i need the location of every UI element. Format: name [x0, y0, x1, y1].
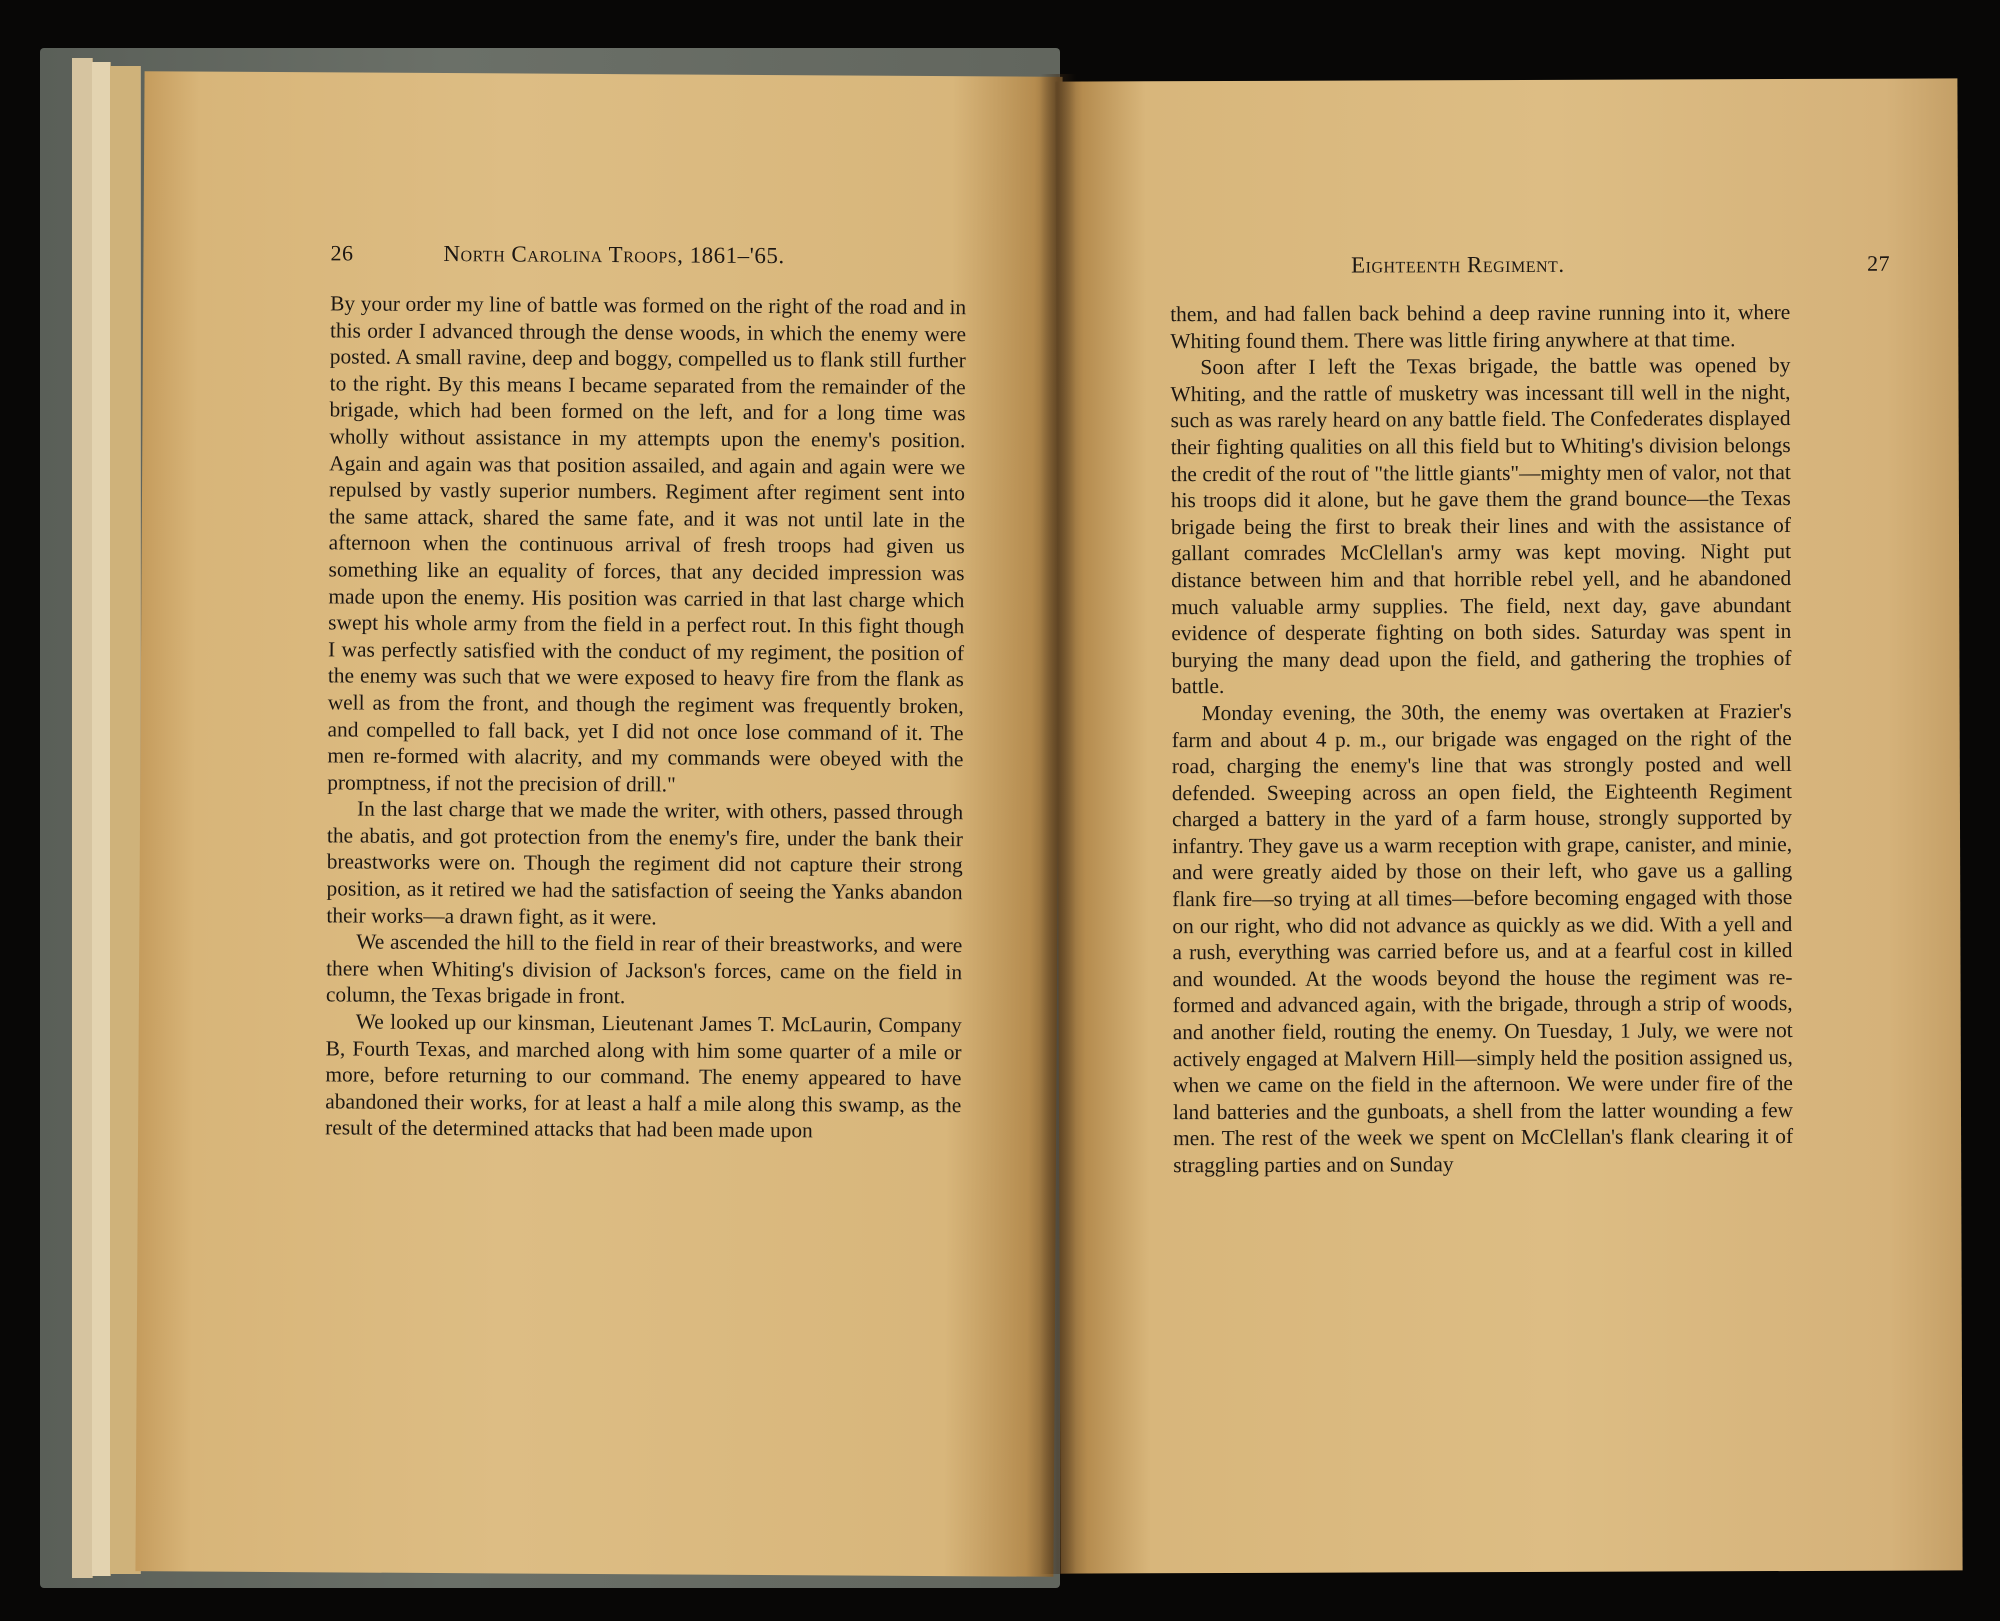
page-edges	[72, 58, 93, 1578]
left-page	[135, 71, 1062, 1577]
paragraph: Soon after I left the Texas brigade, the battle was opened by Whiting, and the rattle of musketry was incessant till well in the night, such as was rarely heard on any battle field. The Confederates displayed their fighting qualities on all this field but to Whiting's division belongs the credit of the rout of "the little giants"—mighty men of valor, not that his troops did it alone, but he gave them the grand bounce—the Texas brigade being the first to break their lines and with the assistance of gallant comrades McClellan's army was kept moving. Night put distance between him and that horrible rebel yell, and he abandoned much valuable army supplies. The field, next day, gave abundant evidence of desperate fighting on both sides. Saturday was spent in burying the many dead upon the field, and gathering the trophies of battle.	[1170, 353, 1792, 699]
paragraph: them, and had fallen back behind a deep ravine running into it, where Whiting found them. There was little firing anywhere at that time.	[1170, 300, 1791, 353]
paragraph: Monday evening, the 30th, the enemy was overtaken at Frazier's farm and about 4 p. m., our brigade was engaged on the right of the road, charging the enemy's line that was strongly posted and well defended. Sweeping across an open field, the Eighteenth Regiment charged a battery in the yard of a farm house, strongly supported by infantry. They gave us a warm reception with grape, canister, and minie, and were greatly aided by those on their left, who gave us a galling flank fire—so trying at all times—before becoming engaged with those on our right, who did not advance as quickly as we did. With a yell and a rush, everything was carried before us, and at a fearful cost in killed and wounded. At the woods beyond the house the regiment was re-formed and advanced again, with the brigade, through a strip of woods, and another field, routing the enemy. On Tuesday, 1 July, we were not actively engaged at Malvern Hill—simply held the position assigned us, when we came on the field in the afternoon. We were under fire of the land batteries and the gunboats, a shell from the latter wounding a few men. The rest of the week we spent on McClellan's flank clearing it of straggling parties and on Sunday	[1171, 698, 1794, 1178]
page-edges-inner	[92, 62, 111, 1576]
right-page	[1055, 78, 1962, 1573]
paragraph: In the last charge that we made the writer, with others, passed through the abatis, and got protection from the enemy's fire, under the bank their breastworks were on. Though the regiment did not capture their strong position, as it retired we had the satisfaction of seeing the Yanks abandon their works—a drawn fight, as it were.	[326, 796, 964, 930]
left-page-number: 26	[330, 240, 354, 266]
left-page-body	[325, 290, 966, 1145]
left-running-header: North Carolina Troops, 1861–'65.	[443, 241, 785, 269]
right-page-number: 27	[1866, 250, 1891, 276]
right-running-header: Eighteenth Regiment.	[1350, 251, 1565, 278]
right-page-body	[1170, 299, 1793, 1179]
paragraph: We ascended the hill to the field in rear of their breastworks, and were there when Whiting's division of Jackson's forces, came on the field in column, the Texas brigade in front.	[325, 929, 963, 1009]
paragraph: We looked up our kinsman, Lieutenant James T. McLaurin, Company B, Fourth Texas, and marched along with him some quarter of a mile or more, before returning to our command. The enemy appeared to have abandoned their works, for at least a half a mile along this swamp, as the result of the determined attacks that had been made upon	[325, 1009, 962, 1143]
paragraph: By your order my line of battle was formed on the right of the road and in this order I advanced through the dense woods, in which the enemy were posted. A small ravine, deep and boggy, compelled us to flank still further to the right. By this means I became separated from the remainder of the brigade, which had been formed on the left, and for a long time was wholly without assistance in my attempts upon the enemy's position. Again and again was that position assailed, and again and again were we repulsed by vastly superior numbers. Regiment after regiment sent into the same attack, shared the same fate, and it was not until late in the afternoon when the continuous arrival of fresh troops had given us something like an equality of forces, that any decided impression was made upon the enemy. His position was carried in that last charge which swept his whole army from the field in a perfect rout. In this fight though I was perfectly satisfied with the conduct of my regiment, the position of the enemy was such that we were exposed to heavy fire from the flank as well as from the front, and though the regiment was frequently broken, and compelled to fall back, yet I did not once lose command of it. The men re-formed with alacrity, and my commands were obeyed with the promptness, if not the precision of drill."	[327, 291, 967, 797]
